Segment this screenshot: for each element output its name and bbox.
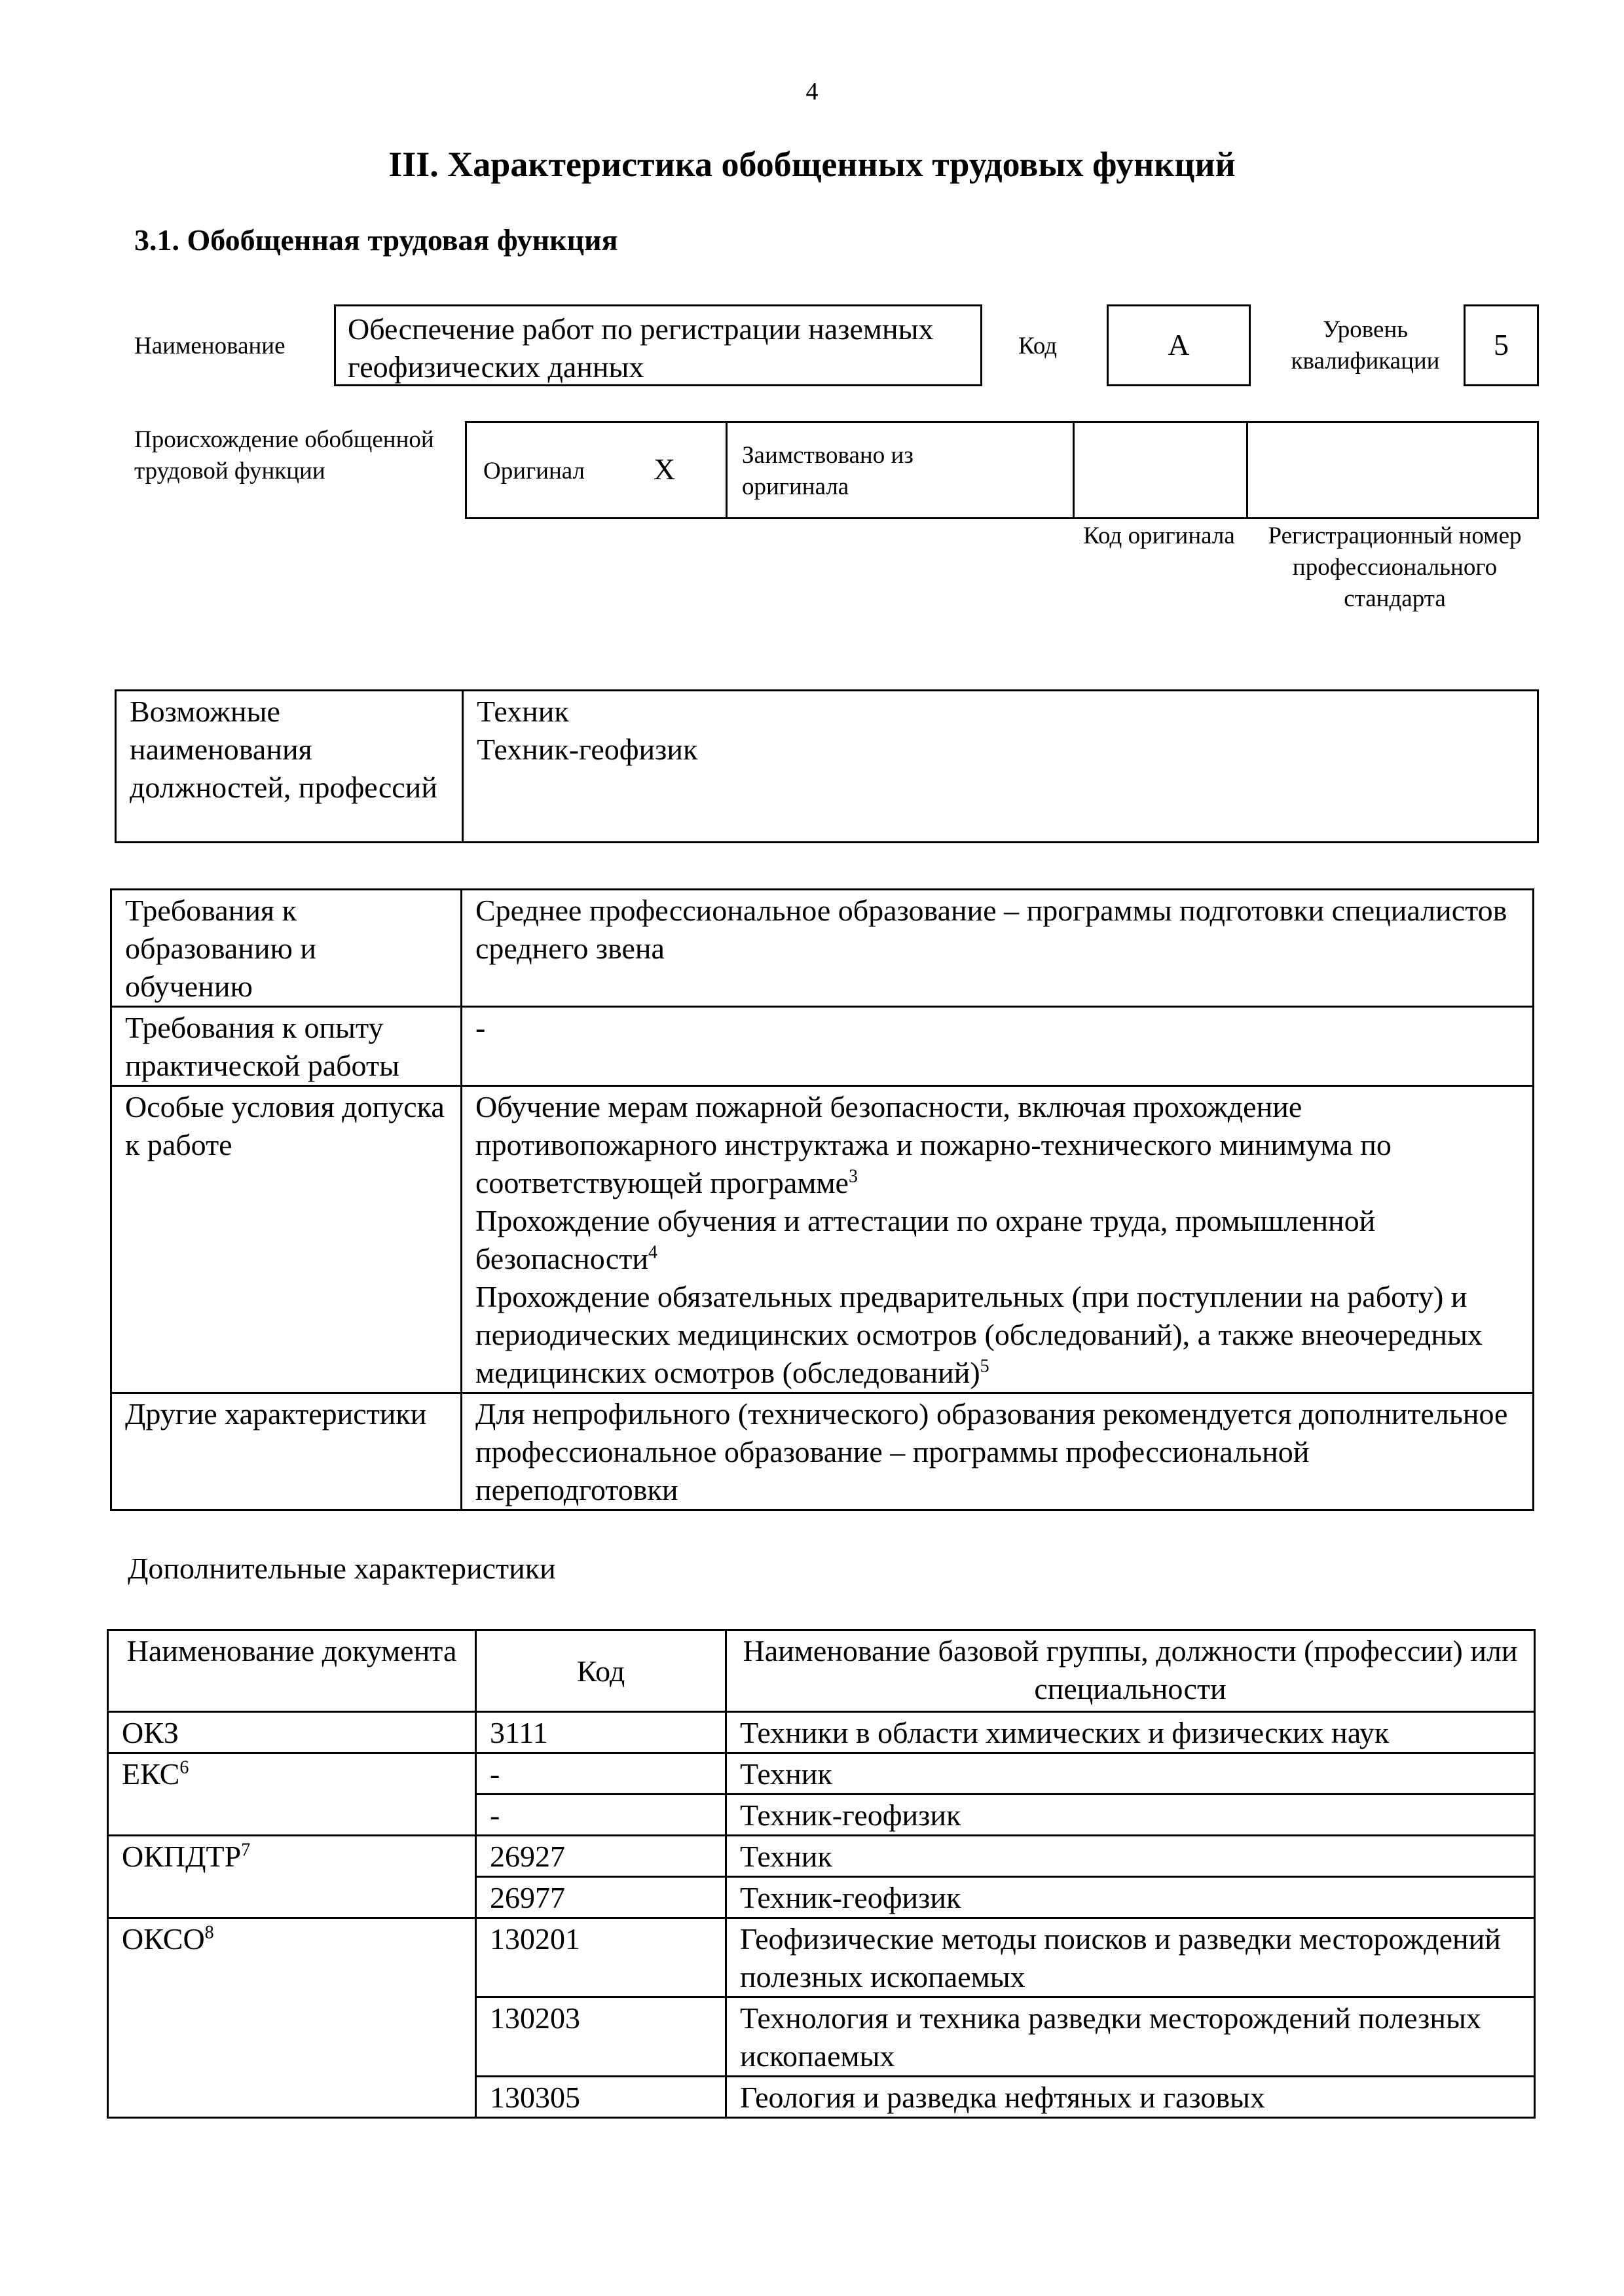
name-cell: Технология и техника разведки месторождений полезных ископаемых (726, 1997, 1535, 2077)
admission-line: Обучение мерам пожарной безопасности, включая прохождение противопожарного инструктажа и пожарно-технического минимума по соответствующей программе$^3$ (475, 1090, 1392, 1199)
position-value: Техник (477, 695, 569, 728)
header-doc: Наименование документа (108, 1630, 476, 1712)
footnote-ref: 4 (648, 1242, 658, 1263)
page-number: 4 (805, 78, 819, 105)
section-title: III. Характеристика обобщенных трудовых функций (388, 145, 1236, 184)
footnote-ref: 6 (179, 1757, 189, 1778)
additional-table (107, 1629, 1536, 2119)
origin-divider (1073, 423, 1075, 517)
doc-cell: ОКСО$^8$ (108, 1918, 476, 2118)
header-code: Код (476, 1630, 726, 1712)
admission-line: Прохождение обучения и аттестации по охране труда, промышленной безопасности$^4$ (475, 1204, 1376, 1275)
doc-cell: ОКПДТР$^7$ (108, 1836, 476, 1918)
code-original-label: Код оригинала (1083, 522, 1235, 549)
name-cell: Техник (726, 1753, 1535, 1795)
origin-label: Происхождение обобщенной трудовой функции (134, 426, 434, 484)
name-cell: Техник-геофизик (726, 1877, 1535, 1918)
name-cell: Геофизические методы поисков и разведки месторождений полезных ископаемых (726, 1918, 1535, 1997)
requirements-table (110, 888, 1534, 1511)
code-cell: 130203 (476, 1997, 726, 2077)
code-cell: 3111 (476, 1712, 726, 1753)
admission-label: Особые условия допуска к работе (111, 1086, 462, 1393)
code-cell: - (476, 1753, 726, 1795)
code-cell: - (476, 1795, 726, 1836)
code-value: А (1168, 328, 1190, 361)
level-value: 5 (1494, 328, 1509, 361)
code-cell: 130201 (476, 1918, 726, 1997)
table-row (116, 691, 1538, 843)
education-value: Среднее профессиональное образование – программы подготовки специалистов среднего звена (462, 890, 1534, 1007)
table-row (111, 890, 1534, 1007)
borrowed-label: Заимствовано из оригинала (742, 442, 913, 500)
positions-table (115, 689, 1539, 843)
footnote-ref: 5 (980, 1356, 989, 1377)
other-label: Другие характеристики (111, 1393, 462, 1510)
experience-label: Требования к опыту практической работы (111, 1007, 462, 1086)
origin-divider (1246, 423, 1248, 517)
doc-cell: ЕКС$^6$ (108, 1753, 476, 1836)
name-value-box (334, 304, 982, 386)
name-value: Обеспечение работ по регистрации наземных геофизических данных (348, 312, 934, 384)
name-cell: Техники в области химических и физических наук (726, 1712, 1535, 1753)
code-cell: 26977 (476, 1877, 726, 1918)
footnote-ref: 3 (848, 1166, 858, 1187)
name-cell: Техник (726, 1836, 1535, 1877)
code-cell: 26927 (476, 1836, 726, 1877)
code-cell: 130305 (476, 2077, 726, 2118)
table-row (111, 1007, 1534, 1086)
table-row (108, 1712, 1535, 1753)
reg-number-label: Регистрационный номер профессионального стандарта (1268, 522, 1522, 612)
additional-title: Дополнительные характеристики (128, 1552, 556, 1585)
position-value: Техник-геофизик (477, 733, 698, 766)
header-name: Наименование базовой группы, должности (профессии) или специальности (726, 1630, 1535, 1712)
origin-divider (726, 423, 728, 517)
admission-line: Прохождение обязательных предварительных (при поступлении на работу) и периодических медицинских осмотров (обследований), а также внеочередных медицинских осмотров (обследований)$^5$ (475, 1280, 1483, 1389)
code-value-box (1107, 304, 1251, 386)
name-cell: Геология и разведка нефтяных и газовых (726, 2077, 1535, 2118)
table-row (108, 1753, 1535, 1795)
table-row (111, 1393, 1534, 1510)
footnote-ref: 7 (241, 1840, 251, 1861)
name-label: Наименование (134, 333, 286, 359)
table-header-row (108, 1630, 1535, 1712)
table-row (108, 1836, 1535, 1877)
original-label: Оригинал (483, 458, 585, 484)
other-value: Для непрофильного (технического) образования рекомендуется дополнительное профессиональное образование – программы профессиональной переподготовки (462, 1393, 1534, 1510)
doc-cell: ОКЗ (108, 1712, 476, 1753)
origin-box (465, 421, 1539, 519)
original-mark: Х (654, 452, 676, 486)
level-value-box (1464, 304, 1539, 386)
code-label: Код (1018, 333, 1058, 359)
positions-values (463, 691, 1538, 843)
education-label: Требования к образованию и обучению (111, 890, 462, 1007)
table-row (108, 1918, 1535, 1997)
positions-label: Возможные наименования должностей, профессий (116, 691, 463, 843)
level-label: Уровень квалификации (1291, 316, 1440, 374)
experience-value: - (462, 1007, 1534, 1086)
admission-values (462, 1086, 1534, 1393)
footnote-ref: 8 (204, 1922, 214, 1943)
name-cell: Техник-геофизик (726, 1795, 1535, 1836)
table-row (111, 1086, 1534, 1393)
subsection-title: 3.1. Обобщенная трудовая функция (134, 223, 618, 257)
